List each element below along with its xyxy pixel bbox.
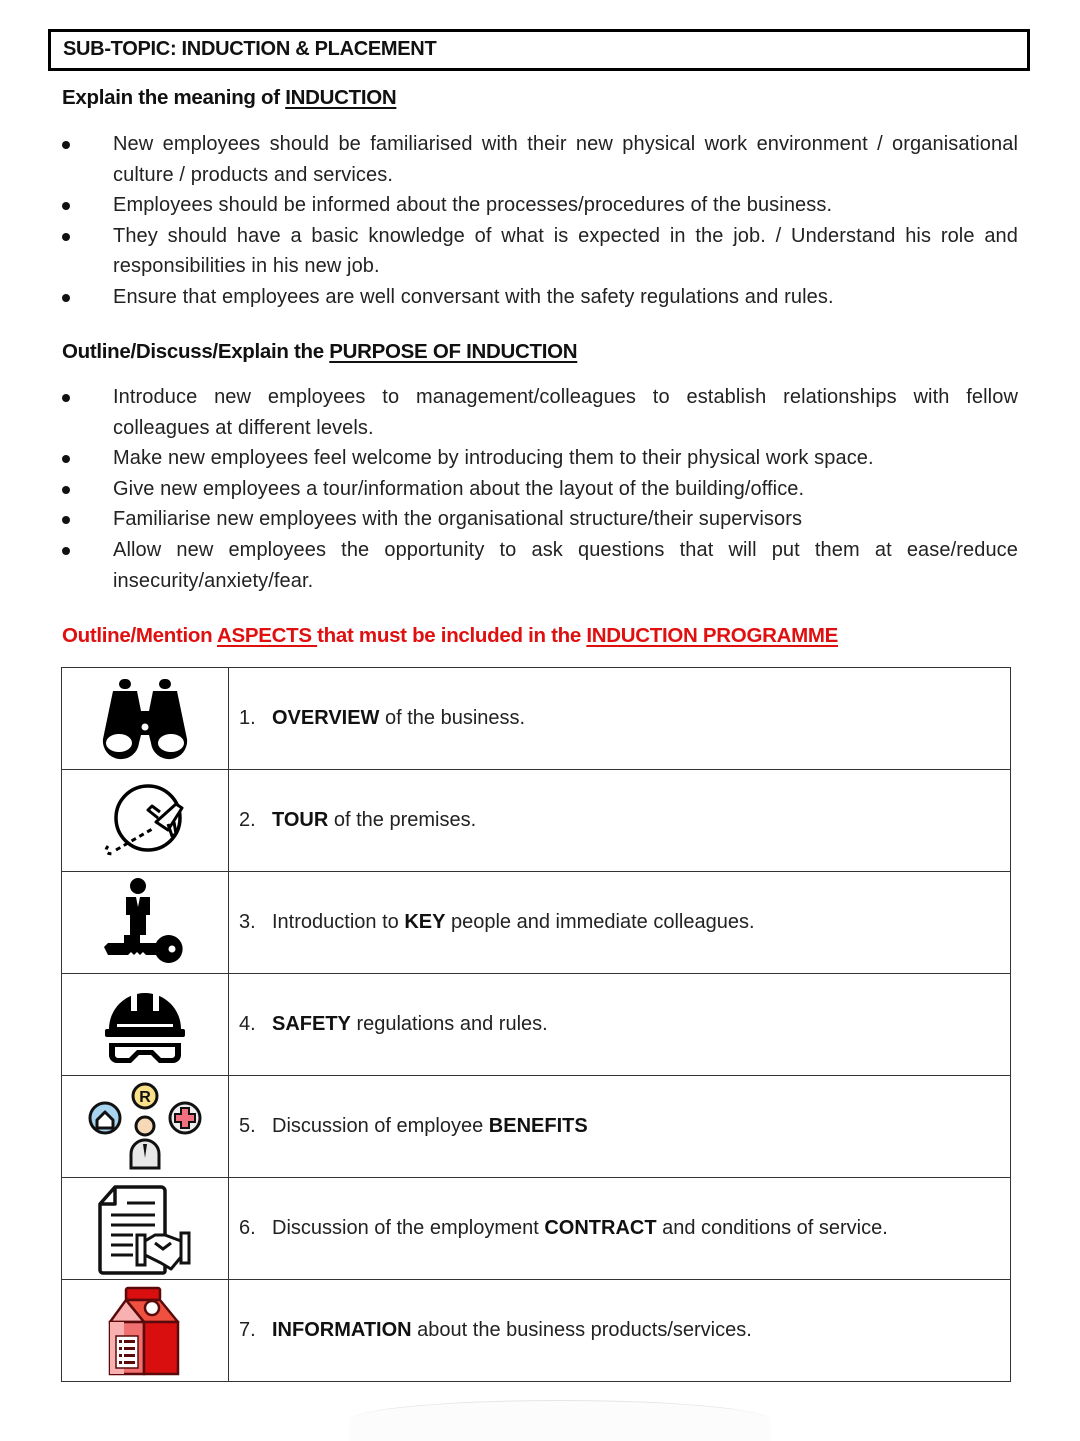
table-row [62,1178,1011,1280]
purpose-bullet-list [62,382,1018,596]
bullet-icon [62,233,70,241]
list-item-text: Ensure that employees are well conversant with the safety regulations and rules. [113,285,834,308]
aspect-number: 2. [239,809,256,831]
aspect-keyword: TOUR [272,809,329,831]
list-item-text: Give new employees a tour/information about the layout of the building/office. [113,477,805,500]
aspect-text [229,1178,1011,1280]
aspect-keyword: CONTRACT [544,1217,657,1239]
heading-text: Explain the meaning of [62,86,286,109]
product-carton-icon [108,1286,182,1376]
heading-keyword: ASPECTS [217,624,318,647]
aspect-text [229,1076,1011,1178]
aspect-number: 7. [239,1319,256,1341]
aspect-number: 1. [239,707,256,729]
section-heading-aspects [62,624,838,648]
aspect-post: about the business products/services. [411,1319,752,1341]
table-row [62,770,1011,872]
aspect-pre: Discussion of the employment [272,1217,545,1239]
aspect-keyword: SAFETY [272,1013,351,1035]
aspect-text [229,1280,1011,1382]
aspect-post: of the business. [379,707,526,729]
icon-cell [62,872,229,974]
list-item [62,129,1018,190]
section-heading-meaning [62,86,396,110]
subtopic-title-box [48,29,1030,71]
bullet-icon [62,394,70,402]
induction-aspects-table [61,667,1011,1382]
globe-airplane-icon [100,776,190,866]
table-row [62,1076,1011,1178]
aspect-keyword: OVERVIEW [272,707,380,729]
icon-cell [62,1280,229,1382]
icon-cell [62,668,229,770]
aspect-post: regulations and rules. [350,1013,548,1035]
list-item-text: Make new employees feel welcome by introducing them to their physical work space. [113,447,874,470]
bullet-icon [62,202,70,210]
aspect-keyword: INFORMATION [272,1319,412,1341]
list-item [62,221,1018,282]
bullet-icon [62,141,70,149]
contract-handshake-icon [97,1183,193,1275]
aspect-number: 6. [239,1217,256,1239]
bullet-icon [62,516,70,524]
list-item-text: Familiarise new employees with the organisational structure/their supervisors [113,508,803,531]
list-item [62,474,1018,505]
heading-text: Outline/Mention [62,624,218,647]
list-item [62,504,1018,535]
list-item [62,443,1018,474]
aspect-number: 4. [239,1013,256,1035]
svg-text:R: R [139,1088,151,1106]
list-item-text: Allow new employees the opportunity to ask questions that will put them at ease/reduce insecurity/anxiety/fear. [113,538,1018,592]
aspect-keyword: BENEFITS [488,1115,588,1137]
aspect-text [229,770,1011,872]
meaning-bullet-list [62,129,1018,313]
list-item [62,190,1018,221]
subtopic-title: SUB-TOPIC: INDUCTION & PLACEMENT [63,38,437,60]
list-item [62,535,1018,596]
aspect-pre: Discussion of employee [272,1115,489,1137]
bullet-icon [62,547,70,555]
table-row [62,668,1011,770]
aspect-keyword: KEY [404,911,446,933]
bullet-icon [62,294,70,302]
heading-text: Outline/Discuss/Explain the [62,340,330,363]
bullet-icon [62,455,70,463]
heading-keyword: PURPOSE OF INDUCTION [329,340,578,363]
aspect-pre: Introduction to [272,911,405,933]
aspect-text [229,668,1011,770]
list-item-text: They should have a basic knowledge of what is expected in the job. / Understand his role and responsibilities in his new job. [113,224,1018,278]
aspect-text [229,872,1011,974]
heading-text: that must be included in the [317,624,587,647]
table-row [62,1280,1011,1382]
list-item [62,282,1018,313]
aspect-text [229,974,1011,1076]
hardhat-goggles-icon [103,981,187,1069]
list-item-text: Introduce new employees to management/colleagues to establish relationships with fellow colleagues at different levels. [113,386,1018,439]
aspect-post: of the premises. [328,809,477,831]
aspect-post: people and immediate colleagues. [445,911,755,933]
heading-keyword: INDUCTION PROGRAMME [586,624,839,647]
binoculars-icon [97,677,193,761]
icon-cell [62,770,229,872]
table-row [62,872,1011,974]
aspect-post: and conditions of service. [656,1217,888,1239]
list-item-text: New employees should be familiarised with their new physical work environment / organisational culture / products and services. [113,133,1018,186]
aspect-number: 5. [239,1115,256,1137]
bullet-icon [62,486,70,494]
heading-keyword: INDUCTION [285,86,397,109]
list-item-text: Employees should be informed about the processes/procedures of the business. [113,194,833,217]
list-item [62,382,1018,443]
section-heading-purpose [62,340,577,364]
table-row [62,974,1011,1076]
aspect-number: 3. [239,911,256,933]
person-key-icon [100,877,190,969]
scan-artifact [350,1400,770,1441]
icon-cell [62,1178,229,1280]
icon-cell [62,1076,229,1178]
icon-cell [62,974,229,1076]
employee-benefits-icon [85,1082,205,1172]
